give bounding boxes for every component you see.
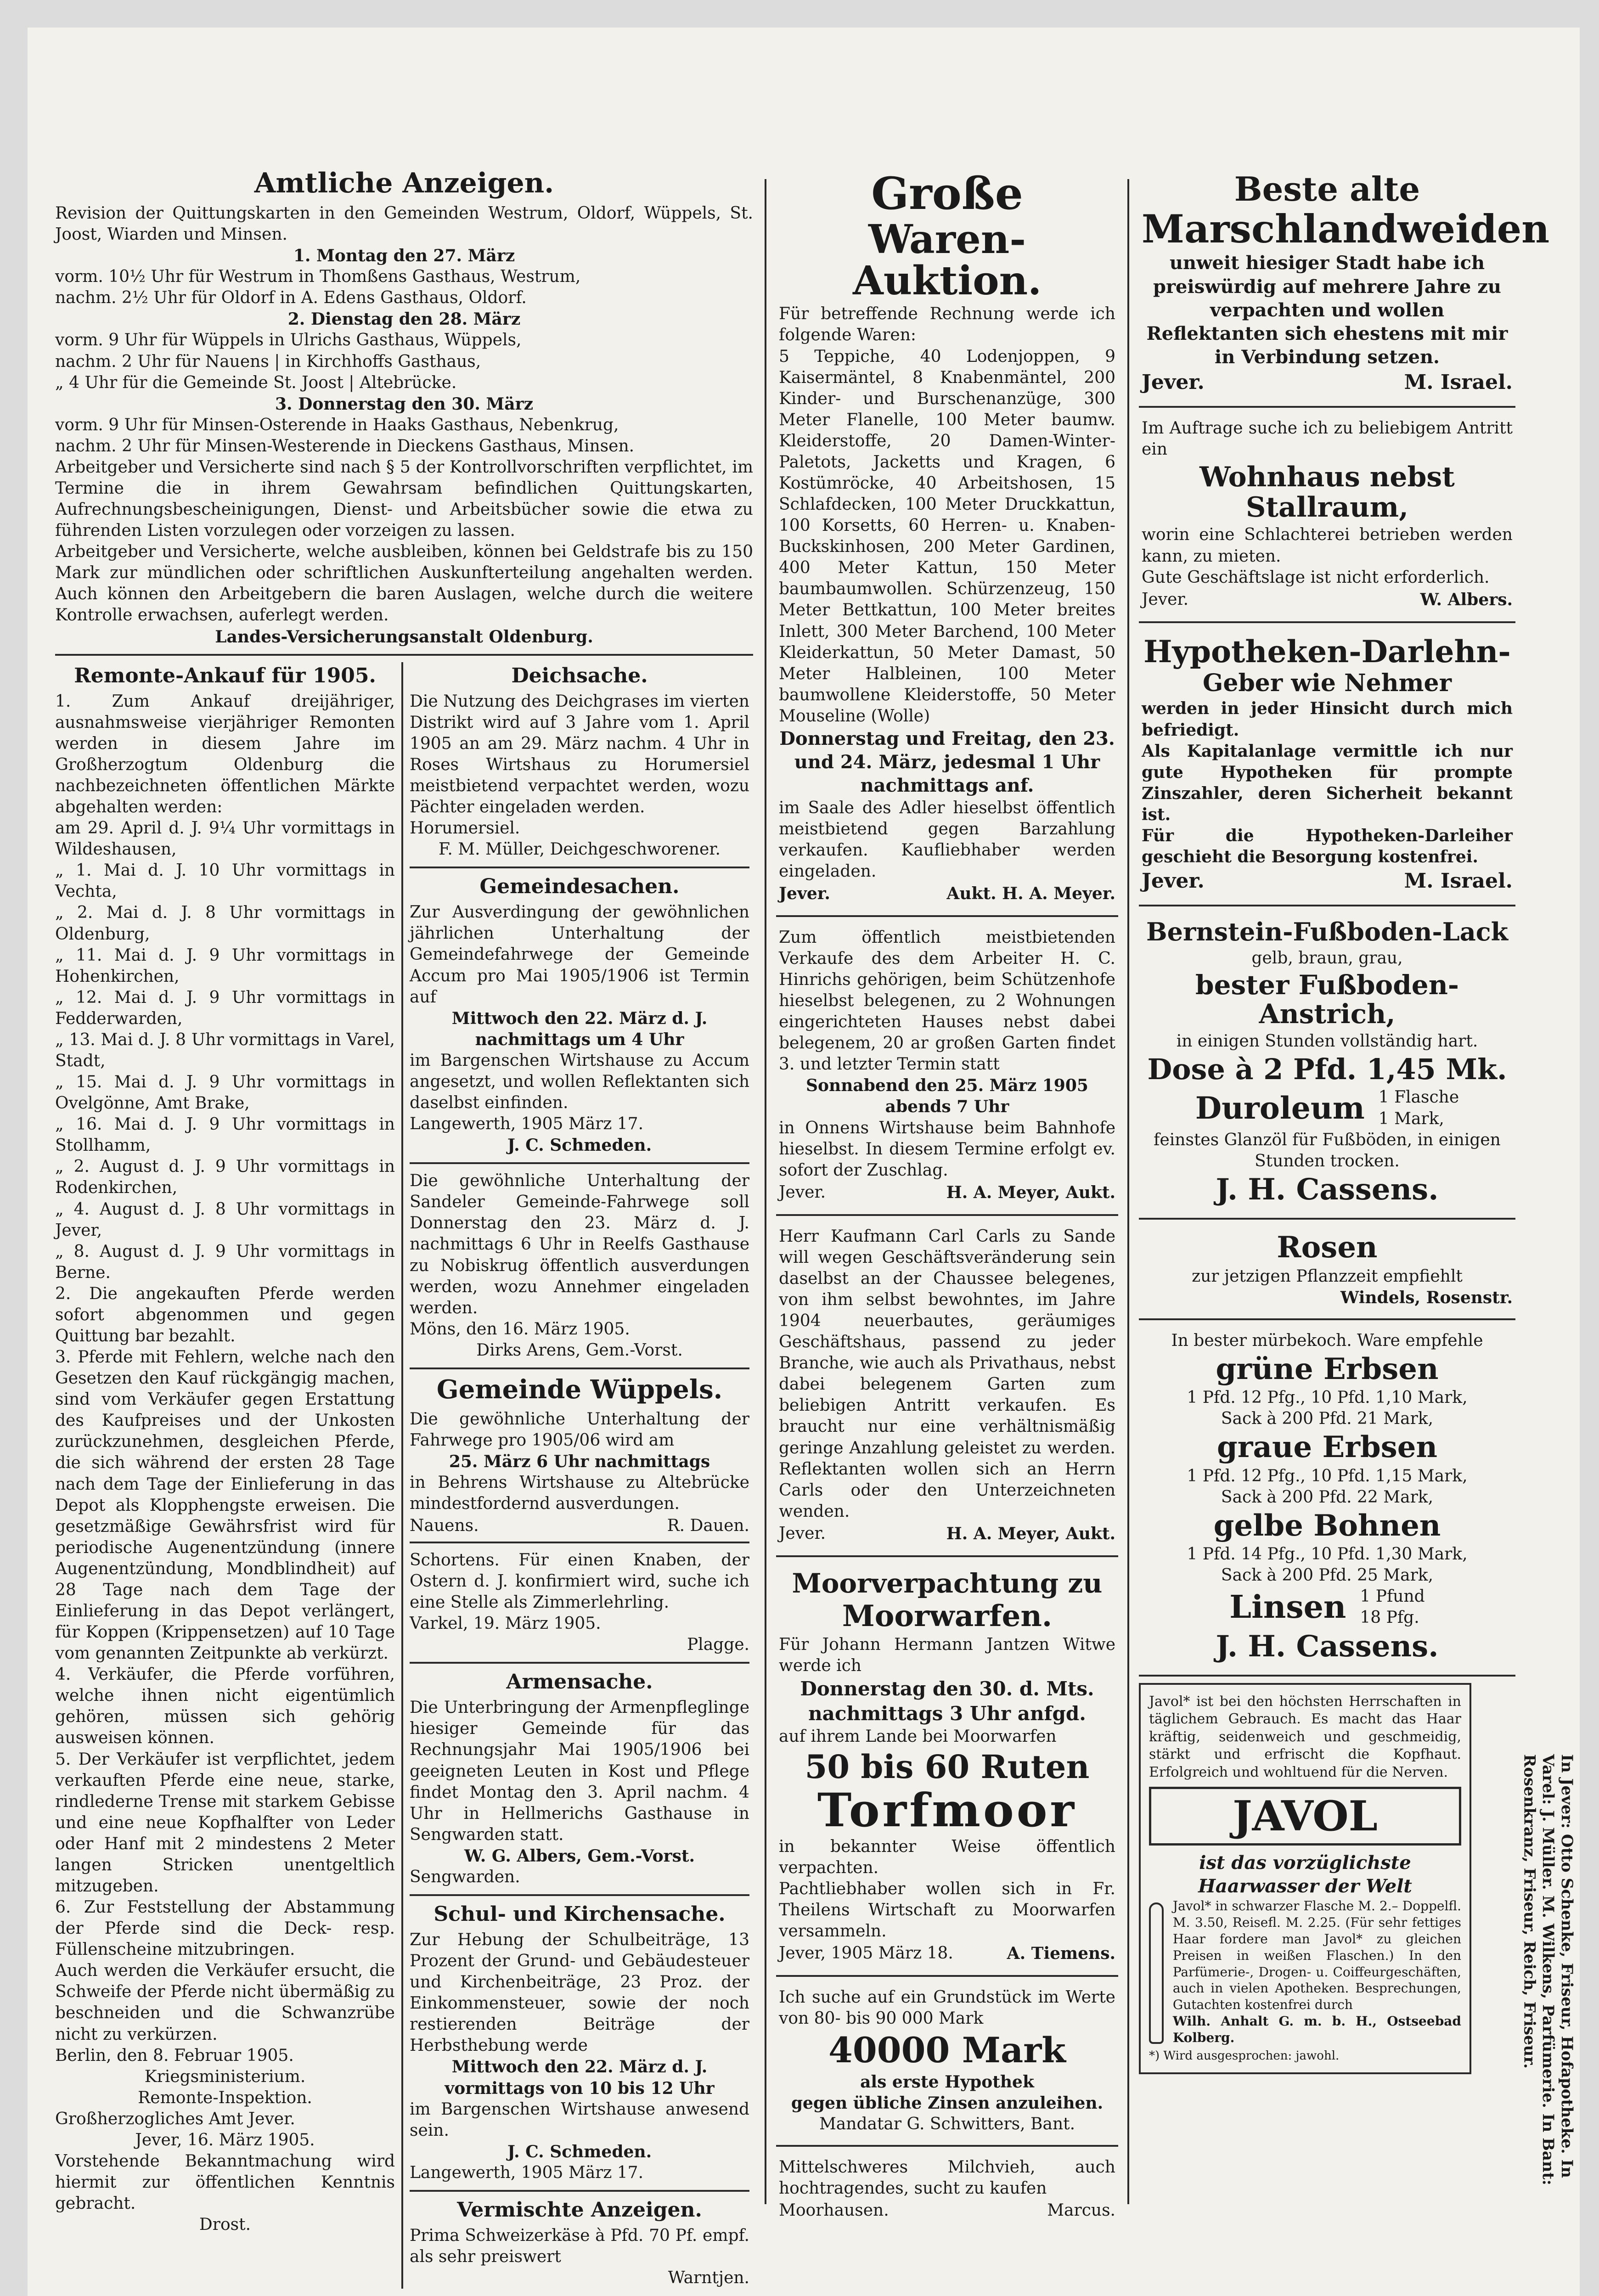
javol-ad	[1139, 1683, 1471, 2074]
wueppels-text: Die gewöhnliche Unterhaltung der Fahrwege pro 1905/06 wird am	[410, 1409, 749, 1450]
wohnhaus-text: worin eine Schlachterei betrieben werden kann, zu mieten.	[1142, 525, 1513, 566]
divider	[1139, 621, 1515, 623]
moor-size: 50 bis 60 Ruten	[805, 1747, 1090, 1786]
hypotheken-darlehn-ad	[1139, 630, 1515, 898]
marsch-signature: M. Israel.	[1404, 371, 1513, 394]
carls-place: Jever.	[779, 1524, 826, 1543]
remonte-text: Auch werden die Verkäufer ersucht, die Schweife der Pferde nicht übermäßig zu beschneiden und die Schwanzrübe nicht zu verkürzen.	[55, 1961, 395, 2044]
notice-signature: Landes-Versicherungsanstalt Oldenburg.	[215, 627, 593, 647]
notice-date: 3. Donnerstag den 30. März	[275, 394, 534, 414]
hinrichs-signature: H. A. Meyer, Aukt.	[946, 1182, 1115, 1202]
gelbe-bohnen-title: gelbe Bohnen	[1213, 1508, 1441, 1543]
duroleum-price: 1 Mark,	[1378, 1109, 1444, 1128]
duroleum-title: Duroleum	[1195, 1090, 1365, 1126]
divider	[410, 1894, 749, 1896]
deich-title: Deichsache.	[511, 664, 648, 687]
darlehn-text: Für die Hypotheken-Darleiher geschieht die Besorgung kostenfrei.	[1142, 826, 1513, 867]
amt-signature: Drost.	[199, 2215, 251, 2234]
market-date: „ 11. Mai d. J. 9 Uhr vormittags in Hohenkirchen,	[55, 945, 395, 986]
moor-title: Moorverpachtung zu	[792, 1567, 1103, 1599]
divider	[1139, 1218, 1515, 1220]
cassens-signature: J. H. Cassens.	[1216, 1629, 1439, 1664]
gemeinde-title: Gemeindesachen.	[479, 875, 680, 899]
remonte-text: 2. Die angekauften Pferde werden sofort abgenommen und gegen Quittung bar bezahlt.	[55, 1284, 395, 1345]
column-1	[55, 165, 753, 2288]
wueppels-date: 25. März 6 Uhr nachmittags	[449, 1452, 710, 1471]
newspaper-page	[28, 28, 1580, 2296]
hinrichs-text: in Onnens Wirtshause beim Bahnhofe hieselbst. In diesem Termine erfolgt ev. sofort der Zuschlag.	[779, 1118, 1115, 1180]
market-date: „ 12. Mai d. J. 9 Uhr vormittags in Fedderwarden,	[55, 988, 395, 1028]
milchvieh-ad	[776, 2153, 1118, 2225]
darlehn-title: Hypotheken-Darlehn-	[1143, 633, 1511, 670]
notice-text: Revision der Quittungskarten in den Gemeinden Westrum, Oldorf, Wüppels, St. Joost, Wiarden und Minsen.	[55, 204, 753, 244]
divider	[410, 1542, 749, 1543]
column-rule	[401, 662, 403, 2289]
moor-product: Torfmoor	[817, 1783, 1077, 1837]
divider	[410, 1162, 749, 1164]
divider	[1139, 905, 1515, 906]
moor-date-line: Jever, 1905 März 18.	[779, 1944, 953, 1963]
wohnhaus-place: Jever.	[1142, 590, 1189, 609]
graue-erbsen-price: Sack à 200 Pfd. 22 Mark,	[1221, 1487, 1434, 1507]
auktion-date: Donnerstag und Freitag, den 23. und 24. März, jedesmal 1 Uhr nachmittags anf.	[779, 727, 1115, 797]
gemeinde-date-line: Langewerth, 1905 März 17.	[410, 1114, 644, 1134]
marsch-title: Beste alte	[1234, 169, 1420, 208]
divider	[776, 915, 1118, 917]
deich-place: Horumersiel.	[410, 819, 520, 838]
wueppels-place: Nauens.	[410, 1516, 479, 1535]
divider	[55, 654, 753, 656]
divider	[1139, 1675, 1515, 1677]
amt-heading: Großherzogliches Amt Jever.	[55, 2109, 295, 2128]
auktion-title: Waren-Auktion.	[852, 216, 1042, 304]
rosen-title: Rosen	[1277, 1230, 1378, 1265]
hypothek-ad	[776, 1983, 1118, 2138]
carls-text: Herr Kaufmann Carl Carls zu Sande will wegen Geschäftsveränderung sein daselbst an der Chaussee belegenes, von ihm selbst bewohntes, im Jahre 1904 neuerbautes, geräumiges Geschäftshaus, passend zu jeder Branche, wie auch als Privathaus, nebst dabei belegenem Garten zum beliebigen Antritt verkaufen. Es braucht nur eine verhältnismäßig geringe Anzahlung geleistet zu werden. Reflektanten wollen sich an Herrn Carls oder den Unterzeichneten wenden.	[779, 1227, 1115, 1521]
sande-date: Möns, den 16. März 1905.	[410, 1319, 630, 1339]
duroleum-price: 1 Flasche	[1378, 1088, 1459, 1107]
wohnhaus-signature: W. Albers.	[1420, 590, 1513, 609]
wohnhaus-title: Wohnhaus nebst Stallraum,	[1199, 461, 1455, 524]
milchvieh-signature: Marcus.	[1047, 2201, 1115, 2220]
wohnhaus-text: Im Auftrage suche ich zu beliebigem Antritt ein	[1142, 419, 1513, 459]
wueppels-text: in Behrens Wirtshause zu Altebrücke mindestfordernd ausverdungen.	[410, 1473, 749, 1513]
armen-title: Armensache.	[506, 1670, 653, 1694]
hinrichs-text: Zum öffentlich meistbietenden Verkaufe des dem Arbeiter H. C. Hinrichs gehörigen, beim Schützenhofe hieselbst belegenen, zu 2 Wohnungen eingerichteten Hauses nebst dabei belegenem, 20 ar großen Garten findet 3. und letzter Termin statt	[779, 928, 1115, 1074]
wohnhaus-text: Gute Geschäftslage ist nicht erforderlich.	[1142, 568, 1490, 587]
auktion-title: Große	[871, 168, 1023, 219]
remonte-text: 6. Zur Feststellung der Abstammung der Pferde sind die Deck- resp. Füllenscheine mitzubringen.	[55, 1898, 395, 1959]
notice-text: Arbeitgeber und Versicherte sind nach § 5 der Kontrollvorschriften verpflichtet, im Termine die in ihrem Gewahrsam befindlichen Quittungskarten, Aufrechnungsbescheinigungen, Dienst- und Arbeitsbücher sowie die etwa zu führenden Listen vorzulegen oder vorzeigen zu lassen.	[55, 457, 753, 540]
gelbe-bohnen-price: 1 Pfd. 14 Pfg., 10 Pfd. 1,30 Mark,	[1187, 1545, 1468, 1564]
moor-text: Pachtliebhaber wollen sich in Fr. Theilens Wirtschaft zu Moorwarfen versammeln.	[779, 1879, 1115, 1941]
notice-date: 1. Montag den 27. März	[293, 246, 515, 266]
gemeinde-signature: J. C. Schmeden.	[507, 1136, 652, 1155]
bernstein-title: Bernstein-Fußboden-Lack	[1146, 917, 1509, 947]
erbsen-ad	[1139, 1327, 1515, 1668]
cassens-signature: J. H. Cassens.	[1216, 1172, 1439, 1207]
moor-title: Moorwarfen.	[842, 1598, 1053, 1633]
market-date: „ 16. Mai d. J. 9 Uhr vormittags in Stollhamm,	[55, 1115, 395, 1155]
bernstein-text: in einigen Stunden vollständig hart.	[1176, 1032, 1478, 1051]
market-date: „ 2. August d. J. 9 Uhr vormittags in Rodenkirchen,	[55, 1157, 395, 1198]
moor-text: in bekannter Weise öffentlich verpachten.	[779, 1837, 1115, 1877]
javol-company: Wilh. Anhalt G. m. b. H., Ostseebad Kolberg.	[1172, 2014, 1461, 2045]
remonte-text: 4. Verkäufer, die Pferde vorführen, welche ihnen nicht eigentümlich gehören, müssen sich gehörig ausweisen können.	[55, 1665, 395, 1748]
amt-date: Jever, 16. März 1905.	[135, 2130, 315, 2150]
wohnhaus-ad	[1139, 414, 1515, 614]
schul-text: im Bargenschen Wirtshause anwesend sein.	[410, 2099, 749, 2140]
linsen-price: 1 Pfund	[1360, 1587, 1425, 1606]
divider	[776, 1975, 1118, 1977]
market-date: „ 15. Mai d. J. 9 Uhr vormittags in Ovelgönne, Amt Brake,	[55, 1073, 395, 1113]
remonte-signature: Remonte-Inspektion.	[138, 2088, 312, 2107]
moor-signature: A. Tiemens.	[1007, 1944, 1115, 1964]
hinrichs-ad	[776, 923, 1118, 1208]
quittung-notice	[55, 203, 753, 647]
duroleum-text: feinstes Glanzöl für Fußböden, in einigen Stunden trocken.	[1154, 1130, 1501, 1171]
schul-date-line: Langewerth, 1905 März 17.	[410, 2163, 644, 2182]
sande-text: Die gewöhnliche Unterhaltung der Sandeler Gemeinde-Fahrwege soll Donnerstag den 23. März d. J. nachmittags 6 Uhr in Reelfs Gasthause zu Nobiskrug öffentlich ausverdungen werden, wozu Annehmer eingeladen werden.	[410, 1171, 749, 1317]
gruene-erbsen-title: grüne Erbsen	[1216, 1351, 1439, 1386]
rosen-signature: Windels, Rosenstr.	[1340, 1288, 1513, 1307]
moor-ad	[776, 1564, 1118, 1969]
auktion-place: im Saale des Adler hieselbst öffentlich meistbietend gegen Barzahlung verkaufen. Kaufliebhaber werden eingeladen.	[779, 798, 1115, 881]
market-date: „ 8. August d. J. 9 Uhr vormittags in Berne.	[55, 1242, 395, 1282]
hinrichs-date: Sonnabend den 25. März 1905 abends 7 Uhr	[806, 1076, 1088, 1117]
javol-prices: Javol* in schwarzer Flasche M. 2.– Doppelfl. M. 3.50, Reisefl. M. 2.25. (Für sehr fettiges Haar fordere man Javol* zu gleichen Preisen in weißen Flaschen.) In den Parfümerie-, Drogen- u. Coiffeurgeschäften, auch in vielen Apotheken. Besprechungen, Gutachten kostenfrei durch	[1172, 1898, 1461, 2013]
column-rule	[1127, 179, 1129, 2204]
market-date: „ 4. August d. J. 8 Uhr vormittags in Jever,	[55, 1199, 395, 1240]
javol-title: JAVOL	[1149, 1787, 1461, 1846]
moor-date: Donnerstag den 30. d. Mts. nachmittags 3 Uhr anfgd.	[800, 1677, 1094, 1725]
auktion-intro: Für betreffende Rechnung werde ich folgende Waren:	[779, 304, 1115, 345]
notice-date: 2. Dienstag den 28. März	[287, 310, 521, 329]
remonte-notice	[55, 662, 395, 2289]
remonte-date: Berlin, den 8. Februar 1905.	[55, 2046, 294, 2065]
remonte-text: 3. Pferde mit Fehlern, welche nach den Gesetzen den Kauf rückgängig machen, sind vom Verkäufer gegen Erstattung des Kaufpreises und der Unkosten zurückzunehmen, desgleichen Pferde, die sich während der ersten 28 Tage nach dem Tage der Einlieferung in das Depot als Klopphengste erweisen. Die gesetzmäßige Gewährsfrist wird für periodische Augenentzündung (innere Augenentzündung, Mondblindheit) auf 28 Tage nach dem Tage der Einlieferung in das Depot verlängert, für Koppen (Krippensetzen) auf 10 Tage vom genannten Zeitpunkte ab verkürzt.	[55, 1348, 395, 1663]
darlehn-signature: M. Israel.	[1404, 869, 1513, 893]
divider	[410, 2190, 749, 2192]
notice-line: nachm. 2 Uhr für Nauens | in Kirchhoffs Gasthaus,	[55, 352, 481, 371]
schortens-text: Schortens. Für einen Knaben, der Ostern d. J. konfirmiert wird, suche ich eine Stelle als Zimmerlehrling.	[410, 1550, 749, 1612]
linsen-price: 18 Pfg.	[1360, 1608, 1419, 1627]
column-rule	[765, 179, 766, 2204]
bernstein-text: gelb, braun, grau,	[1251, 948, 1403, 968]
javol-footnote: *) Wird ausgesprochen: jawohl.	[1149, 2049, 1340, 2063]
hypothek-text: als erste Hypothek	[860, 2072, 1034, 2092]
rosen-text: zur jetzigen Pflanzzeit empfiehlt	[1192, 1266, 1463, 1286]
bernstein-ad	[1139, 913, 1515, 1211]
column-1b	[410, 662, 749, 2289]
moor-text: Für Johann Hermann Jantzen Witwe werde ich	[779, 1635, 1115, 1676]
notice-line: vorm. 9 Uhr für Wüppels in Ulrichs Gasthaus, Wüppels,	[55, 331, 522, 350]
marsch-place: Jever.	[1142, 371, 1205, 394]
darlehn-subtitle: Geber wie Nehmer	[1202, 669, 1452, 698]
gemeinde-date: Mittwoch den 22. März d. J. nachmittags um 4 Uhr	[451, 1008, 708, 1049]
sande-signature: Dirks Arens, Gem.-Vorst.	[476, 1340, 683, 1360]
divider	[410, 1367, 749, 1369]
rosen-ad	[1139, 1226, 1515, 1312]
market-date: „ 1. Mai d. J. 10 Uhr vormittags in Vechta,	[55, 861, 395, 901]
graue-erbsen-title: graue Erbsen	[1217, 1430, 1437, 1465]
divider	[1139, 1318, 1515, 1320]
remonte-text: 1. Zum Ankauf dreijähriger, ausnahmsweise vierjähriger Remonten werden in diesem Jahre im Großherzogtum Oldenburg die nachbezeichneten öffentlichen Märkte abgehalten werden:	[55, 692, 395, 817]
notice-line: vorm. 10½ Uhr für Westrum in Thomßens Gasthaus, Westrum,	[55, 267, 581, 287]
waren-auktion-ad	[776, 165, 1118, 909]
schortens-date: Varkel, 19. März 1905.	[410, 1614, 601, 1633]
marsch-text: unweit hiesiger Stadt habe ich preiswürdig auf mehrere Jahre zu verpachten und wollen Reflektanten sich ehestens mit mir in Verbindung setzen.	[1146, 252, 1508, 368]
wueppels-signature: R. Dauen.	[667, 1516, 749, 1535]
armen-text: Die Unterbringung der Armenpfleglinge hiesiger Gemeinde für das Rechnungsjahr Mai 1905/1906 bei geeigneten Leuten in Kost und Pflege findet Montag den 3. April nachm. 4 Uhr in Hellmerichs Gasthause in Sengwarden statt.	[410, 1698, 749, 1844]
hypothek-text: gegen übliche Zinsen anzuleihen.	[791, 2093, 1104, 2113]
gemeinde-text: Zur Ausverdingung der gewöhnlichen jährlichen Unterhaltung der Gemeindefahrwege der Gemeinde Accum pro Mai 1905/1906 ist Termin auf	[410, 903, 749, 1007]
notice-text: Arbeitgeber und Versicherte, welche ausbleiben, können bei Geldstrafe bis zu 150 Mark zur mündlichen oder schriftlichen Auskunfterteilung angehalten werden. Auch können den Arbeitgebern die baren Auslagen, welche durch die weitere Kontrolle erwachsen, auferlegt werden.	[55, 542, 753, 625]
milchvieh-place: Moorhausen.	[779, 2201, 889, 2220]
darlehn-text: werden in jeder Hinsicht durch mich befriedigt.	[1142, 699, 1513, 740]
erbsen-intro: In bester mürbekoch. Ware empfehle	[1171, 1331, 1483, 1350]
schortens-signature: Plagge.	[687, 1635, 749, 1654]
hinrichs-place: Jever.	[779, 1182, 826, 1202]
javol-dealers: In Jever: Otto Schenke, Friseur, Hofapotheke. In Varel: J. Müller. M. Wilkens, Parfümerie. In Bant: Rosenkranz, Friseur, Reich, Friseur.	[1520, 1754, 1576, 2185]
gelbe-bohnen-price: Sack à 200 Pfd. 25 Mark,	[1221, 1566, 1434, 1585]
section-heading: Amtliche Anzeigen.	[254, 167, 554, 199]
kaese-signature: Warntjen.	[668, 2268, 749, 2288]
auktion-place-sig: Jever.	[779, 884, 830, 903]
notice-line: vorm. 9 Uhr für Minsen-Osterende in Haaks Gasthaus, Nebenkrug,	[55, 415, 619, 434]
milchvieh-text: Mittelschweres Milchvieh, auch hochtragendes, sucht zu kaufen	[779, 2158, 1115, 2198]
gemeinde-text: im Bargenschen Wirtshause zu Accum angesetzt, und wollen Reflektanten sich daselbst einfinden.	[410, 1051, 749, 1112]
armen-signature: W. G. Albers, Gem.-Vorst.	[464, 1846, 695, 1866]
divider	[1139, 406, 1515, 408]
divider	[776, 1214, 1118, 1216]
schul-text: Zur Hebung der Schulbeiträge, 13 Prozent der Grund- und Gebäudesteuer und Kirchenbeiträge, 23 Proz. der Einkommensteuer, sowie der noch restierenden Beiträge der Herbsthebung werde	[410, 1930, 749, 2055]
javol-bottle-icon	[1149, 1902, 1164, 2044]
schul-title: Schul- und Kirchensache.	[434, 1902, 726, 1926]
amt-text: Vorstehende Bekanntmachung wird hiermit zur öffentlichen Kenntnis gebracht.	[55, 2152, 395, 2213]
bernstein-price: Dose à 2 Pfd. 1,45 Mk.	[1147, 1052, 1507, 1086]
javol-text: Javol* ist bei den höchsten Herrschaften in täglichem Gebrauch. Es macht das Haar kräftig, seidenweich und geschmeidig, stärkt und erfrischt die Kopfhaut. Erfolgreich und wohltuend für die Nerven.	[1149, 1693, 1461, 1780]
hypothek-text: Ich suche auf ein Grundstück im Werte von 80- bis 90 000 Mark	[779, 1988, 1115, 2028]
market-date: „ 13. Mai d. J. 8 Uhr vormittags in Varel, Stadt,	[55, 1030, 395, 1070]
remonte-signature: Kriegsministerium.	[144, 2067, 306, 2086]
auktion-signature: Aukt. H. A. Meyer.	[946, 884, 1115, 903]
armen-place: Sengwarden.	[410, 1867, 520, 1886]
deich-text: Die Nutzung des Deichgrases im vierten Distrikt wird auf 3 Jahre vom 1. April 1905 an am 29. März nachm. 4 Uhr in Roses Wirtshaus zu Horumersiel meistbietend verpachtet werden, wozu Pächter eingeladen werden.	[410, 692, 749, 817]
wueppels-title: Gemeinde Wüppels.	[436, 1374, 723, 1405]
darlehn-place: Jever.	[1142, 869, 1205, 893]
gruene-erbsen-price: Sack à 200 Pfd. 21 Mark,	[1221, 1409, 1434, 1429]
notice-line: nachm. 2½ Uhr für Oldorf in A. Edens Gasthaus, Oldorf.	[55, 288, 527, 308]
hypothek-amount: 40000 Mark	[828, 2030, 1066, 2071]
javol-slogan: ist das vorzüglichste Haarwasser der Welt	[1198, 1851, 1412, 1897]
gruene-erbsen-price: 1 Pfd. 12 Pfg., 10 Pfd. 1,10 Mark,	[1187, 1388, 1468, 1407]
divider	[410, 867, 749, 868]
auktion-goods: 5 Teppiche, 40 Lodenjoppen, 9 Kaisermäntel, 8 Knabenmäntel, 200 Kinder- und Burschenanzüge, 300 Meter Flanelle, 100 Meter baumw. Kleiderstoffe, 20 Damen-Winter-Paletots, Jacketts und Kragen, 6 Kostümröcke, 40 Arbeitshosen, 15 Schlafdecken, 100 Meter Druckkattun, 100 Korsetts, 60 Herren- u. Knaben-Buckskinhosen, 200 Meter Gardinen, 400 Meter Kattun, 150 Meter baumbaumwollen. Schürzenzeug, 150 Meter Bettkattun, 100 Meter breites Inlett, 300 Meter Barchend, 100 Meter Kleiderkattun, 50 Meter Damast, 50 Meter Halbleinen, 100 Meter baumwollene Kleiderstoffe, 50 Meter Mouseline (Wolle)	[779, 347, 1115, 726]
darlehn-text: Als Kapitalanlage vermittle ich nur gute Hypotheken für prompte Zinszahler, deren Sicherheit bekannt ist.	[1142, 741, 1513, 824]
column-2	[776, 165, 1118, 2220]
schul-date: Mittwoch den 22. März d. J. vormittags von 10 bis 12 Uhr	[445, 2057, 715, 2098]
vermischte-title: Vermischte Anzeigen.	[457, 2198, 702, 2222]
marschland-ad	[1139, 165, 1550, 400]
graue-erbsen-price: 1 Pfd. 12 Pfg., 10 Pfd. 1,15 Mark,	[1187, 1466, 1468, 1486]
market-date: am 29. April d. J. 9¼ Uhr vormittags in Wildeshausen,	[55, 819, 395, 859]
linsen-title: Linsen	[1229, 1589, 1346, 1626]
remonte-text: 5. Der Verkäufer ist verpflichtet, jedem verkauften Pferde eine neue, starke, rindlederne Trense mit starkem Gebisse und eine neue Kopfhalfter von Leder oder Hanf mit 2 mindestens 2 Meter langen Stricken unentgeltlich mitzugeben.	[55, 1750, 395, 1896]
bernstein-slogan: bester Fußboden-Anstrich,	[1195, 969, 1459, 1030]
divider	[410, 1662, 749, 1664]
marsch-title: Marschlandweiden	[1142, 206, 1550, 252]
moor-text: auf ihrem Lande bei Moorwarfen	[779, 1727, 1057, 1746]
market-date: „ 2. Mai d. J. 8 Uhr vormittags in Oldenburg,	[55, 903, 395, 944]
remonte-title: Remonte-Ankauf für 1905.	[74, 664, 376, 687]
notice-line: nachm. 2 Uhr für Minsen-Westerende in Dieckens Gasthaus, Minsen.	[55, 436, 635, 456]
hypothek-signature: Mandatar G. Schwitters, Bant.	[819, 2115, 1075, 2134]
divider	[776, 1555, 1118, 1557]
schul-signature: J. C. Schmeden.	[507, 2142, 652, 2161]
kaese-text: Prima Schweizerkäse à Pfd. 70 Pf. empf. als sehr preiswert	[410, 2226, 749, 2266]
divider	[776, 2145, 1118, 2147]
notice-line: „ 4 Uhr für die Gemeinde St. Joost | Altebrücke.	[55, 373, 457, 392]
carls-ad	[776, 1222, 1118, 1549]
deich-signature: F. M. Müller, Deichgeschworener.	[439, 840, 721, 859]
carls-signature: H. A. Meyer, Aukt.	[946, 1524, 1115, 1543]
